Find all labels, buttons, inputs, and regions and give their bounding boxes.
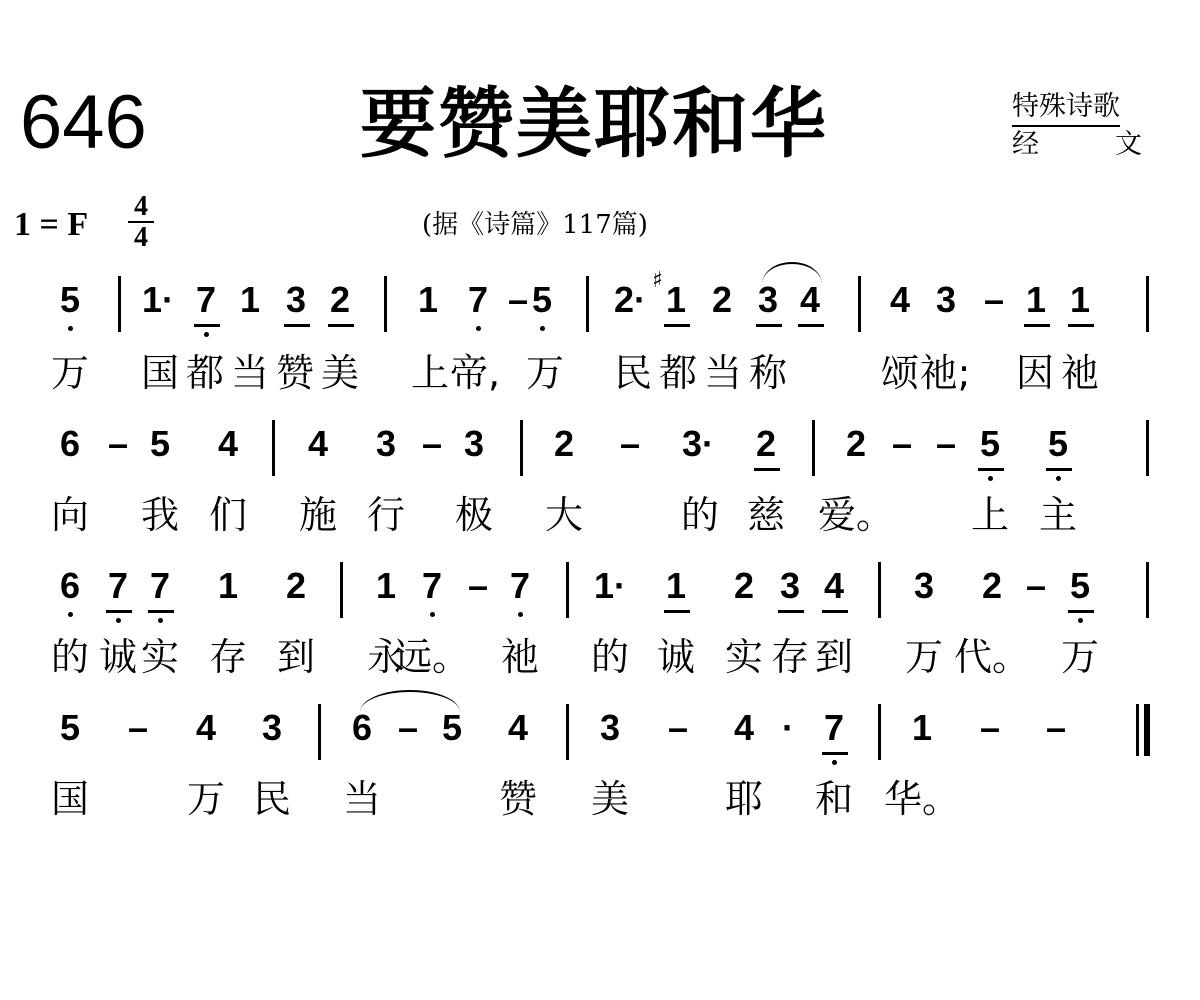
lyric-syllable: 耶: [724, 777, 764, 821]
lyric-syllable: 万: [525, 351, 565, 395]
lyric-syllable: 向: [50, 493, 90, 537]
slur: [360, 690, 460, 712]
hymn-number: 646: [20, 80, 147, 165]
note: 1: [239, 279, 261, 320]
note: 1: [417, 279, 439, 320]
lyric-syllable: 行: [366, 493, 406, 537]
note: 1: [665, 565, 687, 606]
underline-beam: [822, 610, 848, 613]
lyric-syllable: 存: [770, 635, 810, 679]
lyric-syllable: 上: [970, 493, 1010, 537]
lyric-syllable: 颂: [880, 351, 920, 395]
note: –: [127, 707, 149, 748]
lyric-syllable: 的: [50, 635, 90, 679]
underline-beam: [284, 324, 310, 327]
key-signature: 1 = F: [14, 206, 89, 243]
barline: [1146, 562, 1149, 618]
underline-beam: [664, 610, 690, 613]
barline: [566, 704, 569, 760]
barline: [340, 562, 343, 618]
scripture-basis: (据《诗篇》117篇): [422, 210, 648, 240]
lyric-syllable: 都: [658, 351, 698, 395]
lyric-syllable: 诚: [98, 635, 138, 679]
note: 3: [375, 423, 397, 464]
underline-beam: [798, 324, 824, 327]
note: 1·: [593, 565, 627, 606]
underline-beam: [1068, 610, 1094, 613]
note: –: [1025, 565, 1047, 606]
note: 1: [217, 565, 239, 606]
note: –: [421, 423, 443, 464]
note: 2: [981, 565, 1003, 606]
note: –: [507, 279, 529, 320]
note: 2: [285, 565, 307, 606]
lower-octave-dot: [832, 760, 837, 765]
note: 7: [467, 279, 489, 320]
lyric-syllable: 国: [140, 351, 180, 395]
source-label-left: 经: [1012, 129, 1039, 160]
lower-octave-dot: [518, 612, 523, 617]
lyric-syllable: 到: [276, 635, 316, 679]
lyric-syllable: 永: [366, 635, 406, 679]
lyric-syllable: 当: [342, 777, 382, 821]
note: 4: [823, 565, 845, 606]
underline-beam: [1024, 324, 1050, 327]
note: –: [1045, 707, 1067, 748]
note: 3: [261, 707, 283, 748]
lower-octave-dot: [204, 332, 209, 337]
note: 6: [351, 707, 373, 748]
note: –: [983, 279, 1005, 320]
underline-beam: [1068, 324, 1094, 327]
hymn-title: 要赞美耶和华: [360, 79, 828, 168]
lyric-syllable: 美: [590, 777, 630, 821]
note: 5: [149, 423, 171, 464]
barline: [858, 276, 861, 332]
barline: [878, 704, 881, 760]
underline-beam: [194, 324, 220, 327]
note: 3: [599, 707, 621, 748]
lyric-syllable: 的: [590, 635, 630, 679]
lyric-syllable: 华。: [883, 777, 961, 821]
lyric-syllable: 赞: [275, 351, 315, 395]
note: 7: [195, 279, 217, 320]
note: –: [891, 423, 913, 464]
lyric-syllable: 我: [140, 493, 180, 537]
note: 5: [1047, 423, 1069, 464]
note: 5: [441, 707, 463, 748]
lyric-syllable: 因: [1015, 351, 1055, 395]
note: 7: [107, 565, 129, 606]
note: 5: [59, 707, 81, 748]
note: 2: [329, 279, 351, 320]
lyric-syllable: 民: [613, 351, 653, 395]
barline: [566, 562, 569, 618]
underline-beam: [664, 324, 690, 327]
barline: [812, 420, 815, 476]
lyric-syllable: 爱。: [817, 493, 895, 537]
lyric-syllable: 极: [454, 493, 494, 537]
note: 3: [913, 565, 935, 606]
final-barline-thick: [1144, 704, 1150, 756]
underline-beam: [778, 610, 804, 613]
lower-octave-dot: [430, 612, 435, 617]
time-signature-bottom: 4: [128, 221, 154, 252]
note: 2: [711, 279, 733, 320]
note: 4: [733, 707, 755, 748]
lyric-syllable: 诚: [656, 635, 696, 679]
note: –: [467, 565, 489, 606]
note: 2: [553, 423, 575, 464]
underline-beam: [754, 468, 780, 471]
lower-octave-dot: [540, 326, 545, 331]
underline-beam: [978, 468, 1004, 471]
lyric-syllable: 施: [298, 493, 338, 537]
underline-beam: [148, 610, 174, 613]
lyric-syllable: 美: [320, 351, 360, 395]
category-label: 特殊诗歌: [1012, 90, 1120, 127]
lyric-syllable: 祂;: [919, 351, 971, 395]
lyric-syllable: 万: [1060, 635, 1100, 679]
lyric-syllable: 都: [185, 351, 225, 395]
lower-octave-dot: [988, 476, 993, 481]
note: 7: [149, 565, 171, 606]
slur: [762, 262, 822, 284]
lower-octave-dot: [476, 326, 481, 331]
note: 2·: [613, 279, 647, 320]
time-signature: [128, 192, 154, 252]
note: 3: [757, 279, 779, 320]
underline-beam: [1046, 468, 1072, 471]
sharp-accidental: ♯: [652, 268, 663, 293]
barline: [520, 420, 523, 476]
final-barline-thin: [1136, 704, 1139, 756]
note: 5: [531, 279, 553, 320]
note: 7: [421, 565, 443, 606]
barline: [1146, 276, 1149, 332]
note: 4: [307, 423, 329, 464]
barline: [878, 562, 881, 618]
underline-beam: [822, 752, 848, 755]
note: 3·: [681, 423, 715, 464]
lyric-syllable: 存: [208, 635, 248, 679]
note: –: [619, 423, 641, 464]
lyric-syllable: 万: [50, 351, 90, 395]
note: –: [979, 707, 1001, 748]
note: 6: [59, 565, 81, 606]
lower-octave-dot: [1056, 476, 1061, 481]
note: 1: [375, 565, 397, 606]
lyric-syllable: 赞: [498, 777, 538, 821]
lyric-syllable: 实: [140, 635, 180, 679]
note: 2: [755, 423, 777, 464]
lyric-syllable: 万: [904, 635, 944, 679]
lyric-syllable: 和: [814, 777, 854, 821]
lower-octave-dot: [116, 618, 121, 623]
barline: [586, 276, 589, 332]
lyric-syllable: 的: [680, 493, 720, 537]
lower-octave-dot: [68, 612, 73, 617]
lyric-syllable: 代。: [953, 635, 1031, 679]
underline-beam: [328, 324, 354, 327]
note: 7: [823, 707, 845, 748]
note: –: [397, 707, 419, 748]
lyric-syllable: 帝,: [449, 351, 501, 395]
lyric-syllable: 远。: [393, 635, 471, 679]
note: 1: [1069, 279, 1091, 320]
lower-octave-dot: [68, 326, 73, 331]
note: 4: [217, 423, 239, 464]
lyric-syllable: 到: [814, 635, 854, 679]
note: 1·: [141, 279, 175, 320]
note: 3: [779, 565, 801, 606]
barline: [384, 276, 387, 332]
lyric-syllable: 当: [230, 351, 270, 395]
barline: [1146, 420, 1149, 476]
note: 1: [911, 707, 933, 748]
note: 2: [733, 565, 755, 606]
note: 1: [1025, 279, 1047, 320]
note: 4: [507, 707, 529, 748]
lower-octave-dot: [158, 618, 163, 623]
barline: [272, 420, 275, 476]
note: 6: [59, 423, 81, 464]
time-signature-top: 4: [134, 191, 148, 222]
lyric-syllable: 实: [724, 635, 764, 679]
note: 1: [665, 279, 687, 320]
lower-octave-dot: [1078, 618, 1083, 623]
note: 5: [979, 423, 1001, 464]
note: 4: [195, 707, 217, 748]
underline-beam: [756, 324, 782, 327]
note: –: [935, 423, 957, 464]
note: –: [667, 707, 689, 748]
note: 5: [59, 279, 81, 320]
source-label-right: 文: [1115, 129, 1142, 160]
note: 2: [845, 423, 867, 464]
lyric-syllable: 们: [208, 493, 248, 537]
lyric-syllable: 万: [186, 777, 226, 821]
lyric-syllable: 祂: [500, 635, 540, 679]
note: 5: [1069, 565, 1091, 606]
lyric-syllable: 民: [252, 777, 292, 821]
underline-beam: [106, 610, 132, 613]
note: 4: [799, 279, 821, 320]
note: 3: [285, 279, 307, 320]
lyric-syllable: 主: [1038, 493, 1078, 537]
lyric-syllable: 称: [748, 351, 788, 395]
note: –: [107, 423, 129, 464]
note: 3: [463, 423, 485, 464]
lyric-syllable: 国: [50, 777, 90, 821]
lyric-syllable: 上: [410, 351, 450, 395]
lyric-syllable: 当: [703, 351, 743, 395]
barline: [318, 704, 321, 760]
note: 4: [889, 279, 911, 320]
note: ·: [782, 707, 794, 748]
barline: [118, 276, 121, 332]
note: 7: [509, 565, 531, 606]
lyric-syllable: 大: [544, 493, 584, 537]
lyric-syllable: 慈: [746, 493, 786, 537]
note: 3: [935, 279, 957, 320]
lyric-syllable: 祂: [1060, 351, 1100, 395]
